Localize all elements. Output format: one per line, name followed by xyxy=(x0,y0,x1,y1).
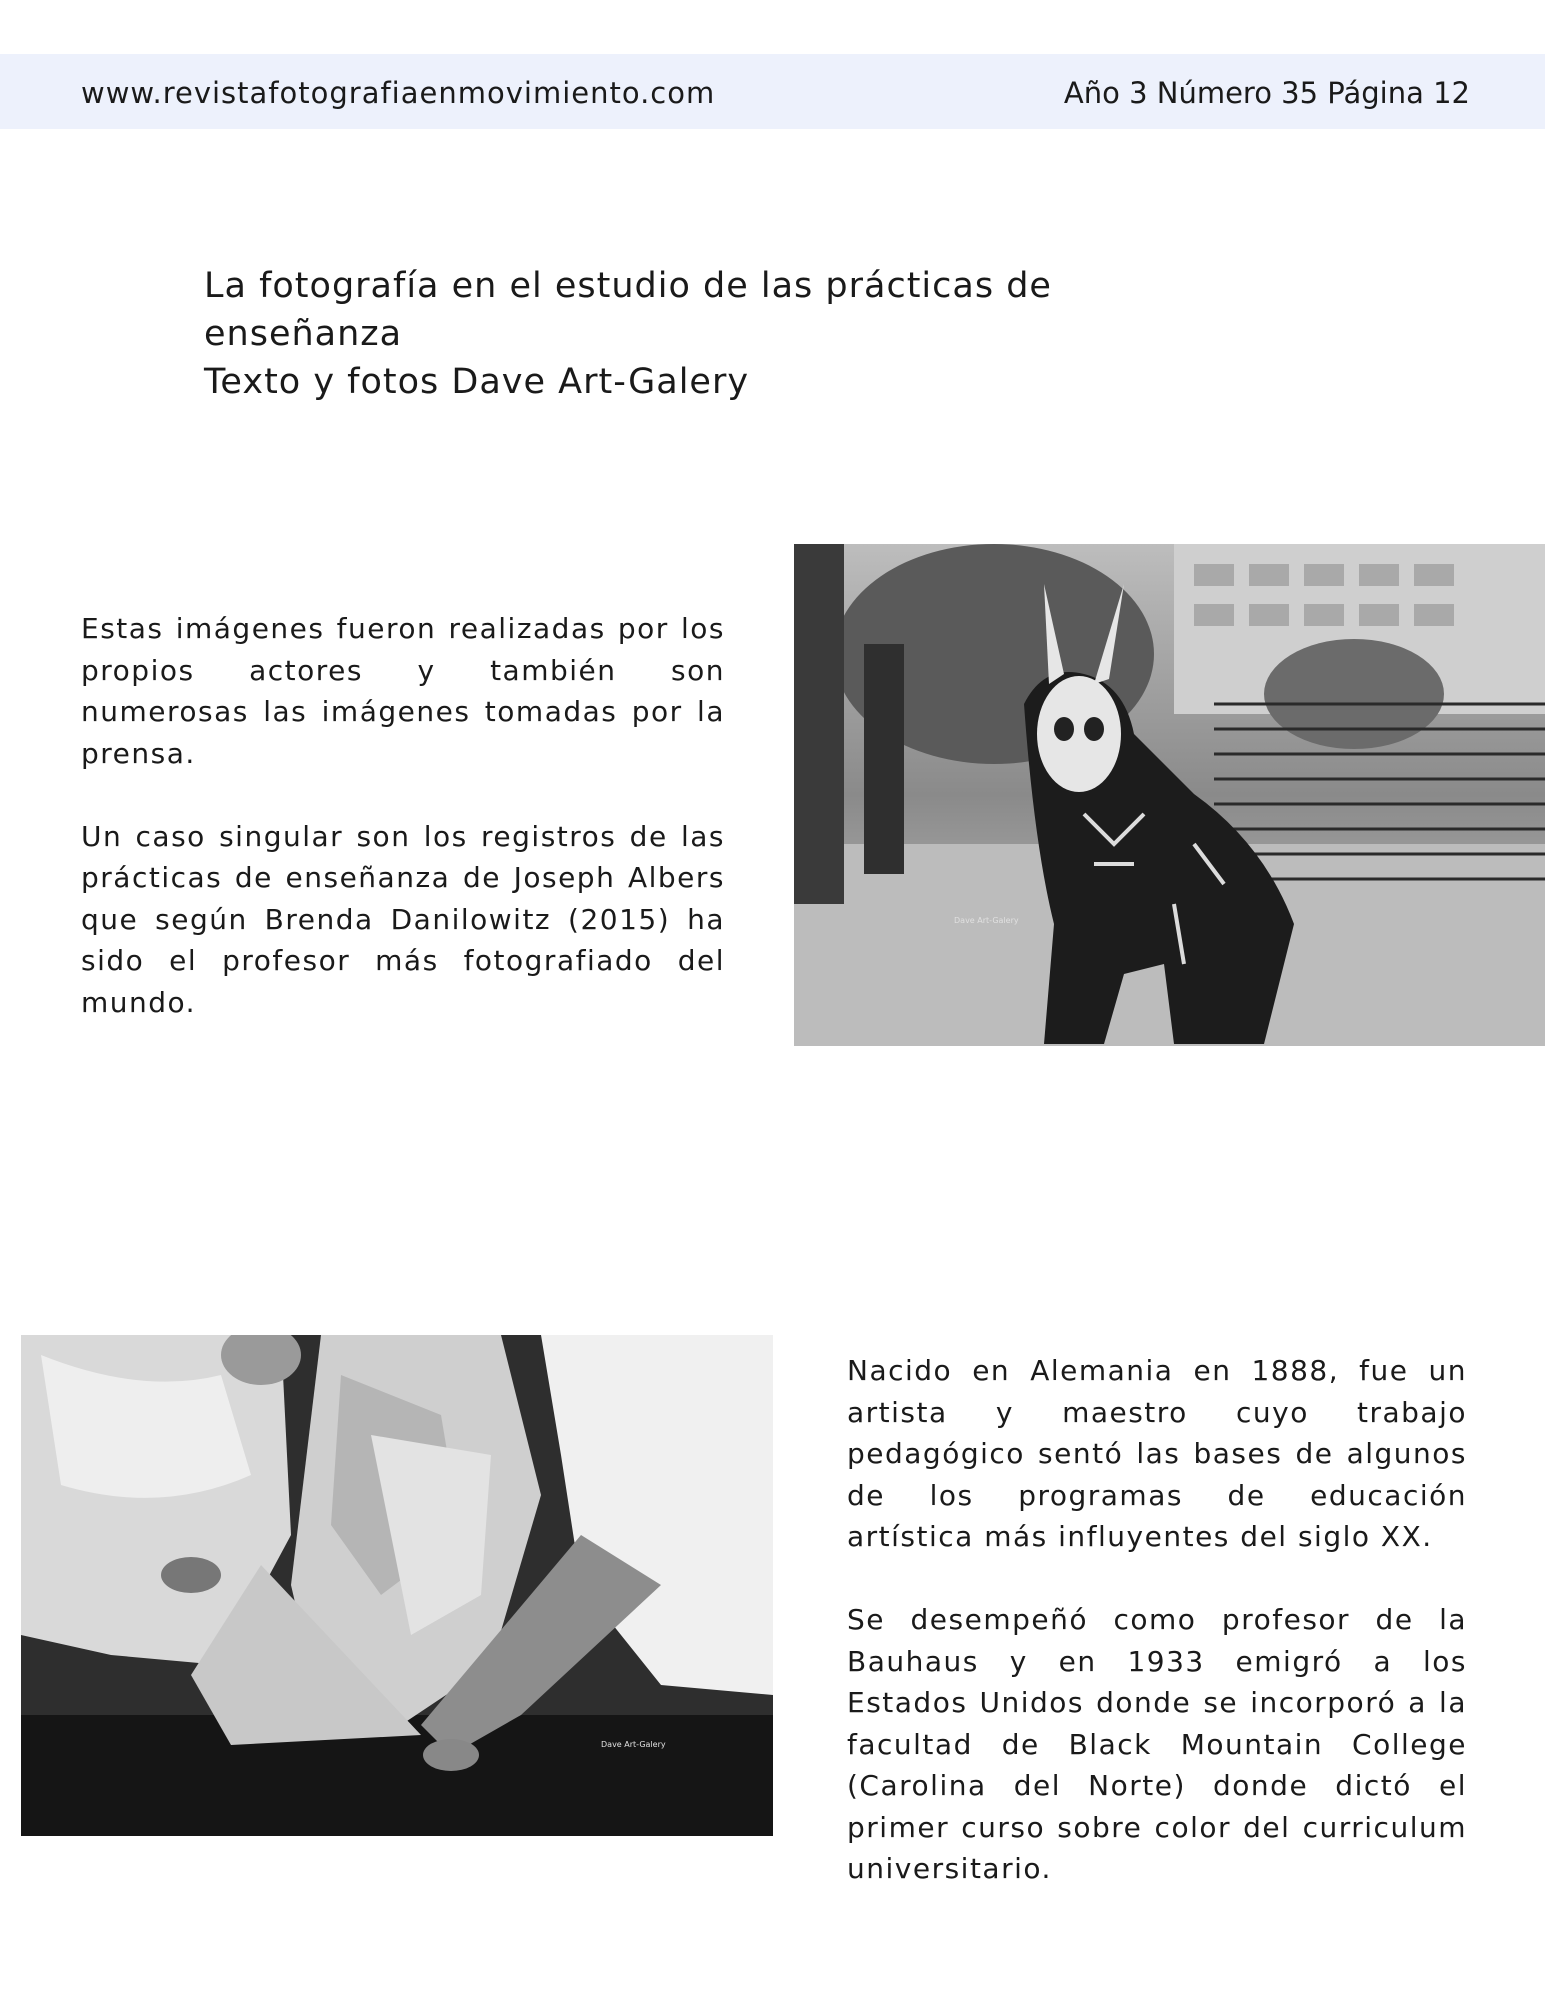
right-column-text xyxy=(847,1350,1467,1890)
photo1-watermark: Dave Art-Galery xyxy=(954,916,1019,925)
left-paragraph-2: Un caso singular son los registros de las prácticas de enseñanza de Joseph Albers que según Brenda Danilowitz (2015) ha sido el profesor más fotografiado del mundo. xyxy=(81,819,725,1019)
header-url[interactable]: www.revistafotografiaenmovimiento.com xyxy=(81,76,716,110)
header-issue-info: Año 3 Número 35 Página 12 xyxy=(1063,76,1470,110)
article-title-block xyxy=(204,262,1084,406)
left-column-text xyxy=(81,608,725,1023)
photo2-watermark: Dave Art-Galery xyxy=(601,1740,666,1749)
photo-paper-performance xyxy=(21,1335,773,1836)
right-paragraph-2: Se desempeñó como profesor de la Bauhaus y en 1933 emigró a los Estados Unidos donde se incorporó a la facultad de Black Mountain College (Carolina del Norte) donde dictó el primer curso sobre color del curriculum universitario. xyxy=(847,1603,1467,1885)
left-paragraph-1: Estas imágenes fueron realizadas por los propios actores y también son numerosas las imágenes tomadas por la prensa. xyxy=(81,612,725,770)
photo-masked-performer xyxy=(794,544,1545,1046)
article-title-line2: enseñanza xyxy=(204,314,403,354)
article-byline: Texto y fotos Dave Art-Galery xyxy=(204,362,750,402)
right-paragraph-1: Nacido en Alemania en 1888, fue un artista y maestro cuyo trabajo pedagógico sentó las bases de algunos de los programas de educación artística más influyentes del siglo XX. xyxy=(847,1354,1467,1553)
article-title-line1: La fotografía en el estudio de las prácticas de xyxy=(204,266,1052,306)
